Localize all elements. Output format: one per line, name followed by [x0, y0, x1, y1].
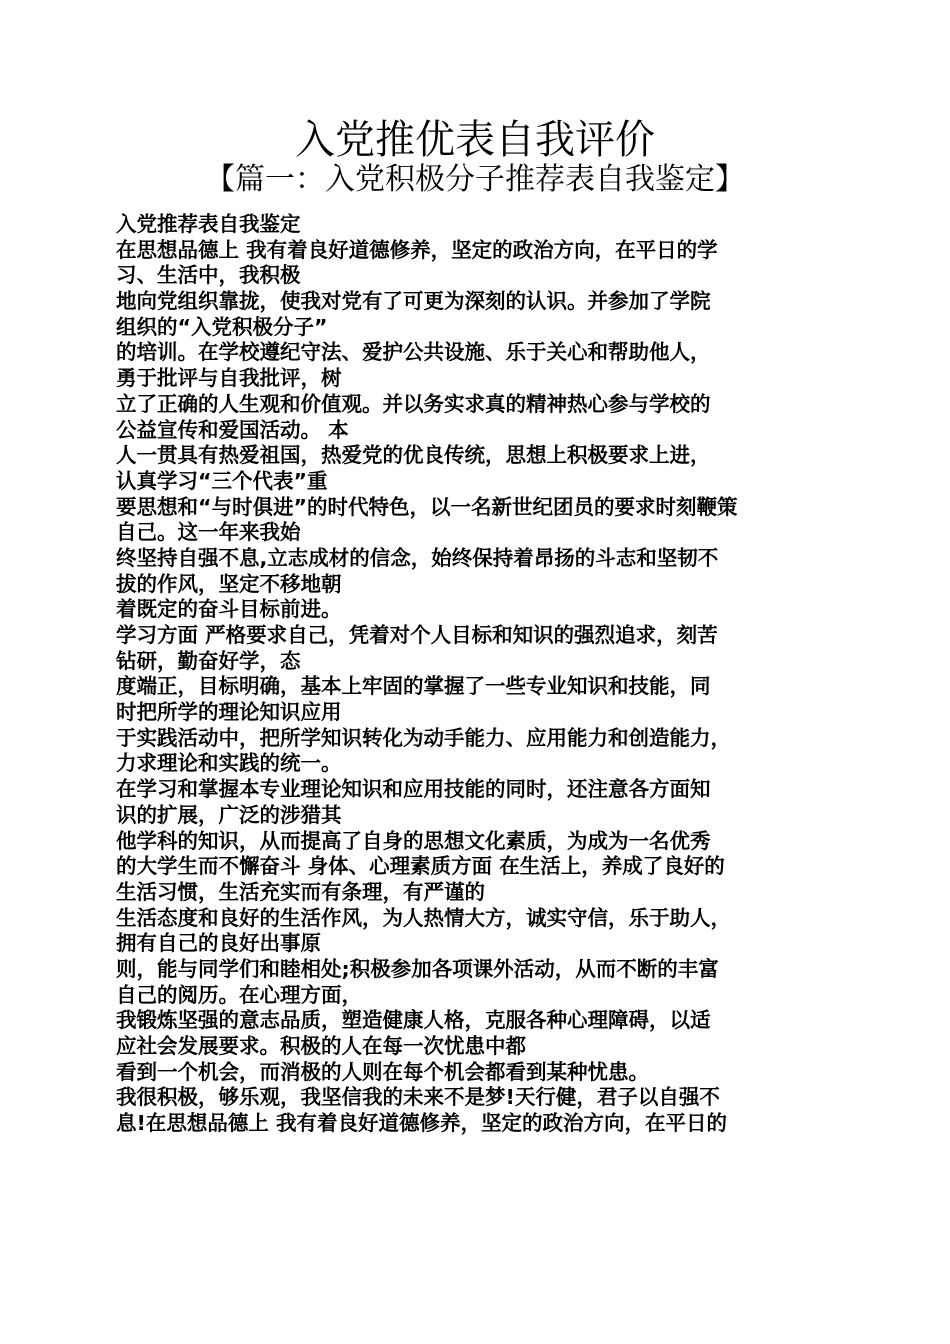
- body-line: 识的扩展，广泛的涉猎其: [116, 802, 342, 827]
- body-line: 应社会发展要求。积极的人在每一次忧患中都: [116, 1034, 526, 1058]
- body-line: 入党推荐表自我鉴定: [116, 212, 301, 236]
- document-subtitle: 【篇一：入党积极分子推荐表自我鉴定】: [205, 162, 745, 197]
- body-line: 息!在思想品德上 我有着良好道德修养，坚定的政治方向，在平日的: [116, 1111, 727, 1136]
- body-line: 组织的“入党积极分子”: [116, 314, 328, 339]
- body-line: 的大学生而不懈奋斗 身体、心理素质方面 在生活上，养成了良好的: [116, 854, 725, 879]
- document-body: [116, 212, 832, 1137]
- body-line: 看到一个机会，而消极的人则在每个机会都看到某种忧患。: [116, 1059, 649, 1084]
- body-line: 生活习惯，生活充实而有条理，有严谨的: [116, 879, 485, 904]
- body-line: 于实践活动中，把所学知识转化为动手能力、应用能力和创造能力，: [116, 725, 731, 750]
- body-line: 立了正确的人生观和价值观。并以务实求真的精神热心参与学校的: [116, 391, 711, 416]
- body-line: 要思想和“与时俱进”的时代特色，以一名新世纪团员的要求时刻鞭策: [116, 494, 738, 519]
- body-line: 在思想品德上 我有着良好道德修养，坚定的政治方向，在平日的学: [116, 237, 718, 262]
- document-title: 入党推优表自我评价: [295, 117, 655, 163]
- body-line: 在学习和掌握本专业理论知识和应用技能的同时，还注意各方面知: [116, 777, 711, 802]
- body-line: 我很积极，够乐观，我坚信我的未来不是梦!天行健，君子以自强不: [116, 1085, 720, 1110]
- body-line: 力求理论和实践的统一。: [116, 751, 342, 776]
- body-line: 我锻炼坚强的意志品质，塑造健康人格，克服各种心理障碍，以适: [116, 1008, 711, 1033]
- body-line: 公益宣传和爱国活动。 本: [116, 417, 349, 442]
- body-line: 拔的作风，坚定不移地朝: [116, 571, 342, 596]
- body-line: 时把所学的理论知识应用: [116, 700, 342, 725]
- body-line: 他学科的知识，从而提高了自身的思想文化素质，为成为一名优秀: [116, 828, 711, 853]
- body-line: 拥有自己的良好出事原: [116, 931, 321, 956]
- body-line: 终坚持自强不息,立志成材的信念，始终保持着昂扬的斗志和坚韧不: [116, 545, 719, 570]
- body-line: 的培训。在学校遵纪守法、爱护公共设施、乐于关心和帮助他人，: [116, 340, 711, 365]
- body-line: 钻研，勤奋好学，态: [116, 648, 301, 673]
- body-line: 地向党组织靠拢，使我对党有了可更为深刻的认识。并参加了学院: [116, 289, 711, 314]
- body-line: 度端正，目标明确，基本上牢固的掌握了一些专业知识和技能，同: [116, 674, 711, 699]
- body-line: 习、生活中，我积极: [116, 263, 301, 288]
- body-line: 着既定的奋斗目标前进。: [116, 597, 342, 622]
- body-line: 则，能与同学们和睦相处;积极参加各项课外活动，从而不断的丰富: [116, 956, 719, 981]
- body-line: 自己。这一年来我始: [116, 520, 301, 545]
- body-line: 勇于批评与自我批评，树: [116, 366, 342, 391]
- body-line: 生活态度和良好的生活作风，为人热情大方，诚实守信，乐于助人，: [116, 905, 731, 930]
- body-line: 学习方面 严格要求自己，凭着对个人目标和知识的强烈追求，刻苦: [116, 623, 718, 647]
- body-line: 认真学习“三个代表”重: [116, 468, 328, 493]
- body-line: 自己的阅历。在心理方面，: [116, 982, 362, 1007]
- body-line: 人一贯具有热爱祖国，热爱党的优良传统，思想上积极要求上进，: [116, 443, 711, 468]
